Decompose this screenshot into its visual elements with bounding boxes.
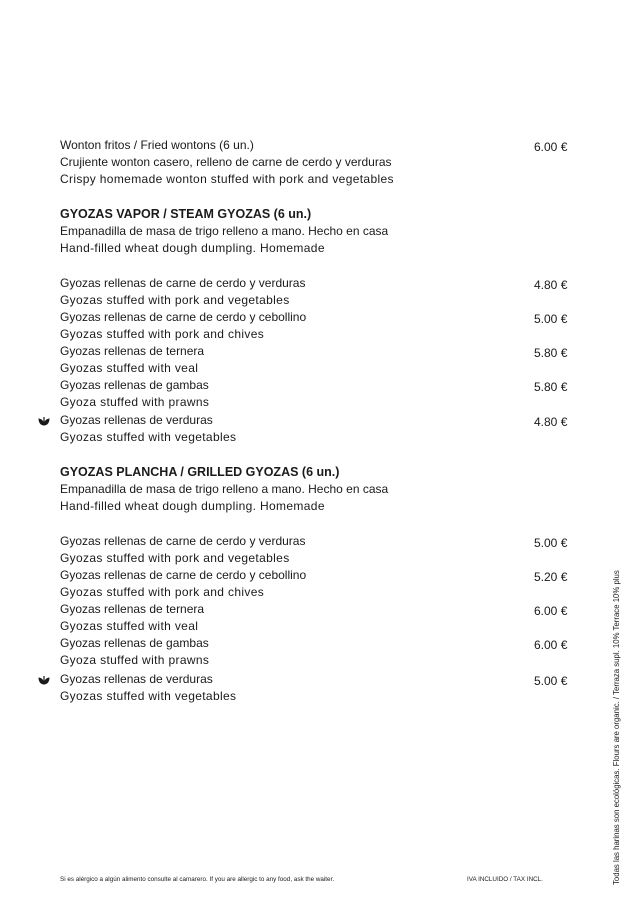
steam-desc-en: Hand-filled wheat dough dumpling. Homemade: [60, 241, 325, 255]
steam-item-price: 5.80 €: [534, 380, 568, 394]
wonton-price: 6.00 €: [534, 140, 568, 154]
steam-item-es: Gyozas rellenas de carne de cerdo y cebollino: [60, 310, 307, 324]
grilled-item-price: 6.00 €: [534, 604, 568, 618]
grilled-item-price: 5.00 €: [534, 536, 568, 550]
grilled-section-title: GYOZAS PLANCHA / GRILLED GYOZAS (6 un.): [60, 465, 340, 479]
steam-item-en: Gyozas stuffed with pork and chives: [60, 327, 265, 341]
grilled-desc-es: Empanadilla de masa de trigo relleno a mano. Hecho en casa: [60, 482, 389, 496]
vegetarian-leaf-icon: [38, 675, 50, 685]
steam-item-es: Gyozas rellenas de verduras: [60, 413, 213, 427]
steam-section-title: GYOZAS VAPOR / STEAM GYOZAS (6 un.): [60, 207, 312, 221]
steam-item-en: Gyozas stuffed with vegetables: [60, 430, 237, 444]
side-note: Todas las harinas son ecológicas. Flours are organic. / Terraza supl. 10% Terrace 10% plus: [612, 570, 621, 885]
grilled-item-es: Gyozas rellenas de carne de cerdo y verduras: [60, 534, 306, 548]
wonton-desc-en: Crispy homemade wonton stuffed with pork and vegetables: [60, 172, 394, 186]
grilled-desc-en: Hand-filled wheat dough dumpling. Homemade: [60, 499, 325, 513]
tax-note: IVA INCLUIDO / TAX INCL.: [467, 876, 543, 883]
grilled-item-en: Gyozas stuffed with vegetables: [60, 689, 237, 703]
grilled-item-en: Gyozas stuffed with veal: [60, 619, 199, 633]
grilled-item-price: 5.00 €: [534, 674, 568, 688]
grilled-item-es: Gyozas rellenas de verduras: [60, 672, 213, 686]
allergy-note: Si es alérgico a algún alimento consulte al camarero. If you are allergic to any food, ask the waiter.: [60, 876, 335, 883]
grilled-item-price: 6.00 €: [534, 638, 568, 652]
grilled-item-es: Gyozas rellenas de ternera: [60, 602, 205, 616]
grilled-item-es: Gyozas rellenas de carne de cerdo y cebollino: [60, 568, 307, 582]
vegetarian-leaf-icon: [38, 416, 50, 426]
wonton-desc-es: Crujiente wonton casero, relleno de carne de cerdo y verduras: [60, 155, 392, 169]
grilled-item-es: Gyozas rellenas de gambas: [60, 636, 209, 650]
wonton-name: Wonton fritos / Fried wontons (6 un.): [60, 138, 254, 152]
steam-item-en: Gyozas stuffed with veal: [60, 361, 199, 375]
steam-item-en: Gyoza stuffed with prawns: [60, 395, 210, 409]
steam-item-price: 4.80 €: [534, 278, 568, 292]
steam-item-en: Gyozas stuffed with pork and vegetables: [60, 293, 290, 307]
steam-item-es: Gyozas rellenas de carne de cerdo y verduras: [60, 276, 306, 290]
grilled-item-price: 5.20 €: [534, 570, 568, 584]
steam-item-price: 5.80 €: [534, 346, 568, 360]
steam-desc-es: Empanadilla de masa de trigo relleno a mano. Hecho en casa: [60, 224, 389, 238]
grilled-item-en: Gyoza stuffed with prawns: [60, 653, 210, 667]
grilled-item-en: Gyozas stuffed with pork and vegetables: [60, 551, 290, 565]
steam-item-price: 5.00 €: [534, 312, 568, 326]
steam-item-price: 4.80 €: [534, 415, 568, 429]
steam-item-es: Gyozas rellenas de ternera: [60, 344, 205, 358]
grilled-item-en: Gyozas stuffed with pork and chives: [60, 585, 265, 599]
steam-item-es: Gyozas rellenas de gambas: [60, 378, 209, 392]
